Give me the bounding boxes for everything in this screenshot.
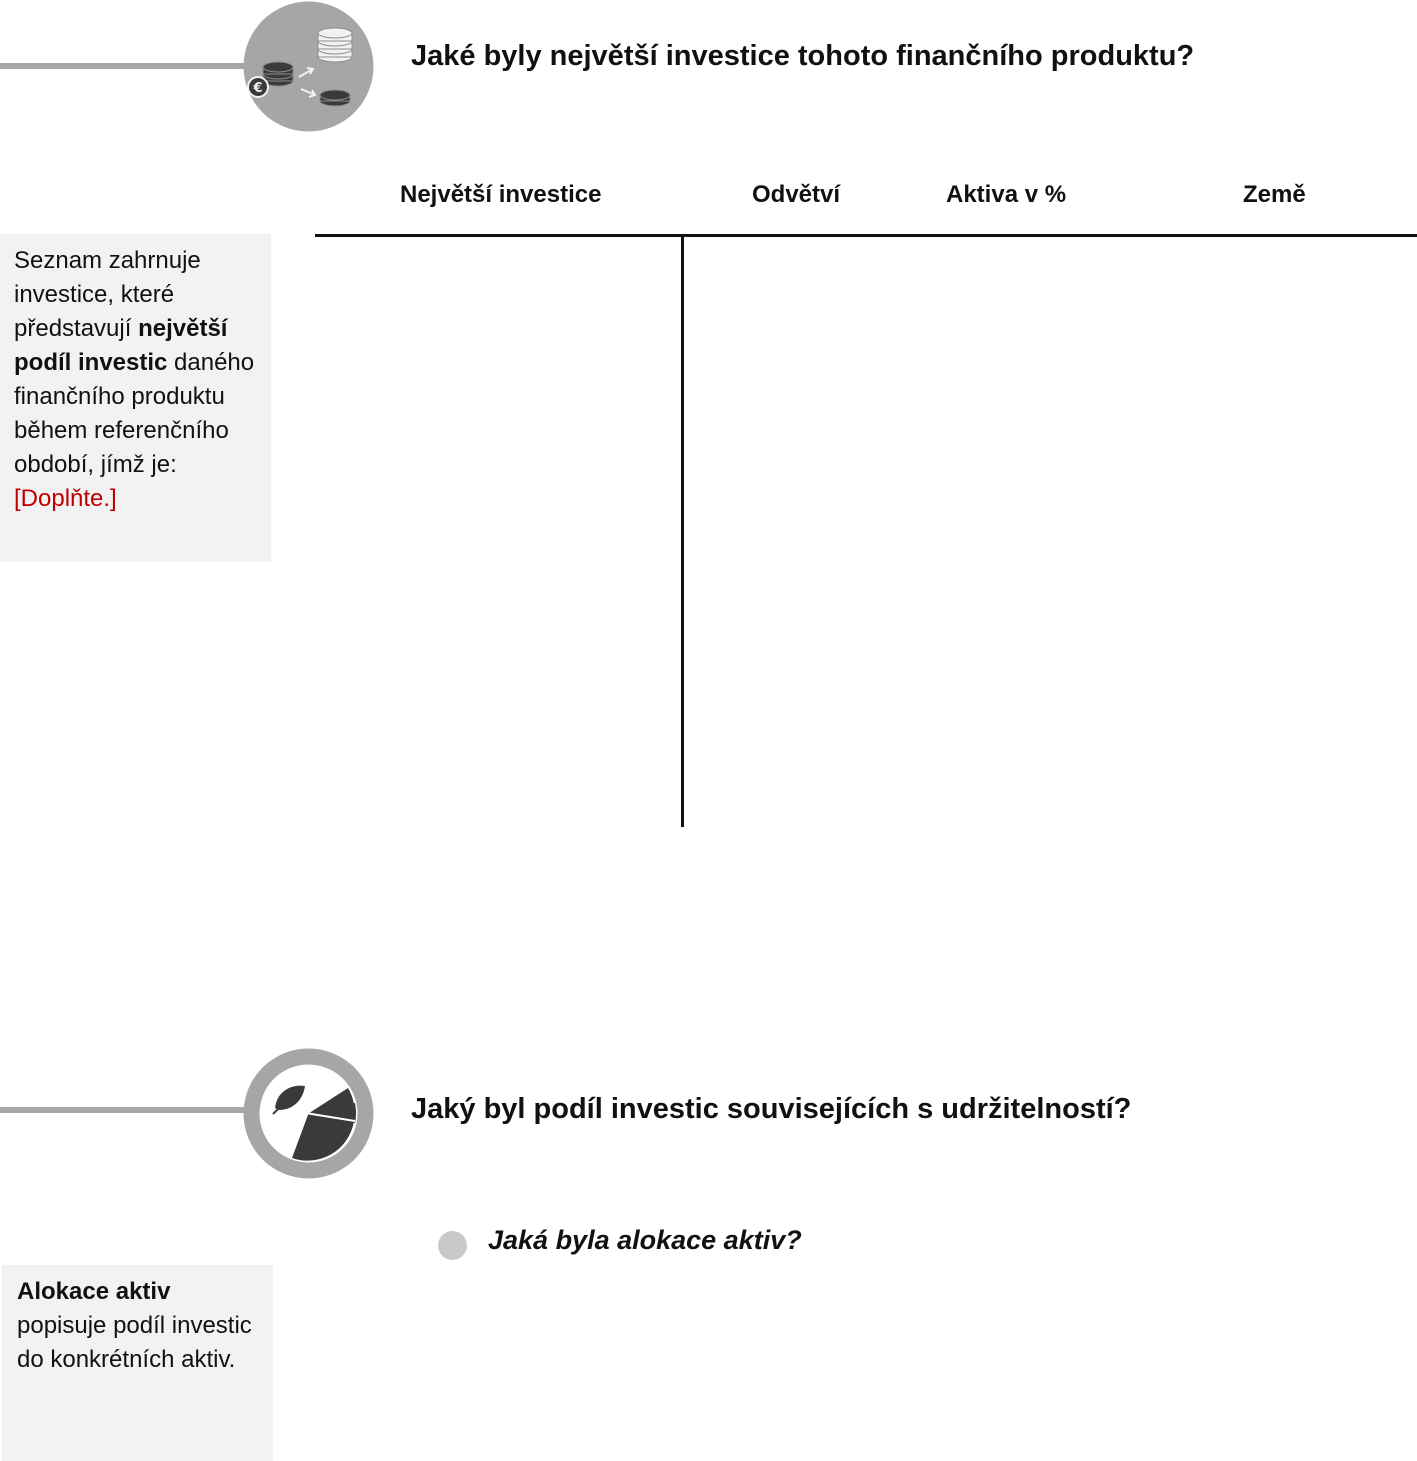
- asset-allocation-question: Jaká byla alokace aktiv?: [488, 1225, 802, 1255]
- section1-question: Jaké byly největší investice tohoto finančního produktu?: [411, 40, 1195, 72]
- column-header-country: Země: [1243, 181, 1306, 208]
- table-column-divider: [681, 236, 684, 827]
- info-bold-text: největší podíl investic: [14, 315, 228, 376]
- table-top-rule: [315, 234, 1417, 237]
- info-text: Seznam zahrnuje investice, které představují: [14, 247, 201, 342]
- section-connector-line: [0, 1107, 260, 1113]
- section-connector-line: [0, 63, 260, 69]
- asset-allocation-info-box: [2, 1265, 273, 1461]
- column-header-assets-percent: Aktiva v %: [946, 181, 1067, 208]
- info-bold-text: Alokace aktiv: [17, 1278, 171, 1305]
- largest-investments-info-box: [0, 234, 271, 562]
- coins-investment-icon: [243, 1, 374, 132]
- column-header-sector: Odvětví: [752, 181, 841, 208]
- section2-question: Jaký byl podíl investic souvisejících s udržitelností?: [411, 1093, 1132, 1125]
- leaf-pie-chart-icon: [243, 1048, 374, 1179]
- info-text: popisuje podíl investic do konkrétních aktiv.: [17, 1312, 252, 1373]
- svg-text:€: €: [253, 81, 263, 96]
- column-header-largest-investments: Největší investice: [400, 181, 602, 208]
- placeholder-fill-in: [Doplňte.]: [14, 485, 117, 512]
- bullet-dot: [438, 1231, 467, 1260]
- info-text-continued: daného finančního produktu během referenčního období, jímž je:: [14, 349, 255, 478]
